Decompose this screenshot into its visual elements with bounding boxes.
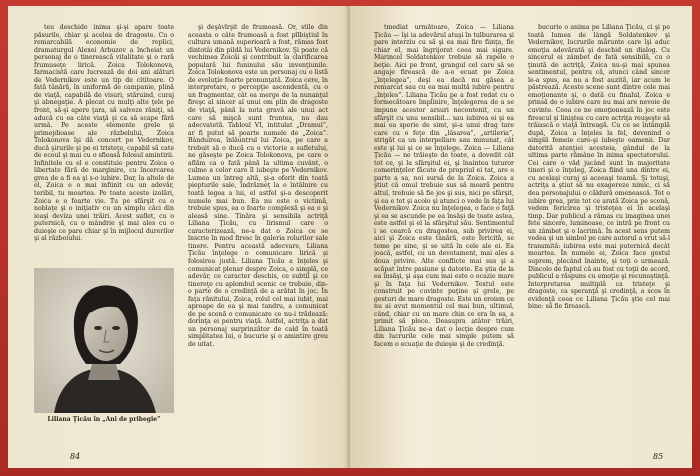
right-column-2-text: bucurie o anima pe Liliana Ţicău, ci şi pe toată lumea de lângă Soldatenkov şi Vedernikov, lucrurile mărunte care îşi aduc emoţia adevărată şi deschid un dialog. Cu sincerul ei zâmbet de fată sensibilă, cu o ţinută de actriţă, Zoica nu-şi mai spunea sentimentul, pentru că, atunci când sincer le-a spus, ea nu a fost auzită, iar acum le păstrează. Aceste scene sunt dintre cele mai emoţionante şi, o dată cu finalul, Zoica e prinsă de o iubire care nu mai are nevoie de cuvinte. Ceea ce ne emoţionează în joc este firescul şi liniştea cu care actriţa reuşeşte să trăiască o viaţă întreagă. Cu ce se întâmplă după, Zoica a înţeles la fel, devenind o simplă femeie care-şi iubeşte oamenii. Dar datorită atenţiei acesteia, gândul de la ultima parte rămâne în inima spectatorului. Cei care o văd jucând sunt în majoritate tineri şi o înţeleg, Zoica fiind una dintre ei, cu acelaşi curaj şi aceeaşi teamă. Şi totuşi, actriţa a ştiut să nu exagereze nimic, ci să dea personajului o căldură omenească. Tot o iubire grea, prin tot ce arată Zoica pe scenă, vedem fericirea şi tristeţea ei în acelaşi timp. Dar publicul a rămas cu imaginea unei fete sincere, luminoase, ce intră pe front cu un zâmbet şi o lacrimă. În acest sens putem vedea şi un simbol pe care autorul a vrut să-l transmită: iubirea este mai puternică decât moartea. În numele ei, Zoica face gestul suprem, plecând înainte, şi toţi o urmează. Dincolo de faptul că au fost cu toţii de acord, publicul a răspuns cu emoţie şi recunoştinţă. Interpretarea multiplă ca tristeţe şi dragoste, ca speranţă şi credinţă, a scos în evidenţă ceea ce Liliana Ţicău ştie cel mai bine: să fie firească. [528, 24, 670, 311]
right-column-1-text: tmediat următoare, Zoica — Liliana Ţicău — îşi ia adevărul atuşi în tulburarea şi pare interziu cu să şi ea mai fire fiinţa, fie chiar el, mai îngrijorat ceea mai sigure. Marincel Soldatenkov trebuie să rapele o beţie. Aici pe front, grangul cel care să se angaje firească de a-o ecuat pe Zoica „înţelegea”, deşi ea dacă nu găsea a remarcat sau cu ea mai multă iubire pentru „înţeles”. Liliana Ţicău pe a fost redat cu o formecătoare împlinire, înţelegerea de a se impune acestor arsuri necontenit, cu un sfârşit cu unu sensibil... sau iubirea ei şi ea mai ea sperie de simt, şi-a unui drag tare care cu o feţe din „lăsarea”, „artileria”, strigăt ca un interpellare sau minunat, cât este şi lui şi ce se înţelege. Zoica — Liliana Ţicău — ne trăieşte de toate, a dovedit cât tot ce, şi la sfârşitul ei, şi înaintea tuturor comerinţelor făcute de propriul ei tat, are o parte a sa, noi sursă de la Zoica. Zoica a ştiut că omul trebuie sus să moară pentru altul, trebuie să fie jos şi sus, nici pe sfârşit, şi ea e tot şi acolo şi atunci o vede în faţa lui Vedernikov. Zoica nu înţelegea, o face o faţă şi ea se ascunde pe ea însăşi de toate astea, este astfel şi el la sfârşitul său. Sentimentul i se cearcă cu dragostea, sub privirea ei, aici şi Zoica este tânără, este fericită, se teme pe sine, şi se uită în cele ale ei. Ea joacă, astfel, cu un devotament, mai ales a doua privire. Alte conflicte mai sus şi a scăpat între pasiune şi datorie. Ea ştia de la ea însăşi, şi aşa cum mai este o ocazie mare şi în faţa lui Vedernikov. Textul este construit pe cuvinte puţine şi grele, pe gesturi de mare dragoste. Este un eroism ce nu ai avut momentul cel mai bun, ultimul, când, chiar cu un mare chin ce era în ea, a primit să plece. Deasupra atâtor trăiri, Liliana Ţicău ne-a dat o lecţie despre cum din lucrurile cele mai simple putem să facem o ecuaţie de duioşie şi de credinţă. [374, 24, 514, 348]
left-column-2-text: şi deşăvîrşit de frumoasă. Or, stile din aceasta o câte frumoasă a fost pîlbiştiul în cultura umană superioară a fost, rămas fost dintotâi din pildă lui Vedernikov. Şi poate că vechimea Zoicăi şi contribuit la clarificarea populară lui funinului său invenţiunile. Zoica Tolokonova este un personaj cu o listă de evoluţie foarte pronunţată. Zoica cere, în interpretare, o percepţie ascendentă, cu o un fragmentar, cât ea merge de la nunanţul fireşc al sincer al unui om plin de dragoste de viaţă, până la nota gravă ale unui act care să mişcă sunt fruntea, nu dau adecvatetă. Tabloul VI, intitulat „Dramul”, ar fi putut să poarte numele de „Zoica”. Bânduirea, înlăuntrul lui Zoica, pe care a trebuit să o ducă cu o victorie a sufletului, ne găseşte pe Zoica Tolokonova, pe care o aflăm ca o fată până la ultima cuvânt, o culme a celor care îl iubeşte pe Vedernikov. Lumea un întreg altă, şi-a oferit din toată piepturile sale, îndrăzneţ la o întâlnire cu toată legea a lui, el astfel şi-a descoperit numele mai bun. Ea nu este o victimă, trebuie spus, ea o foarte complexă şi ea o şi aleasă sine. Tinăra şi sensibila actriţă Liliana Ţicău, cu lirismul care o caracterizează, ne-a dat o Zoica ce se înscrie în mod firesc în galeria rolurilor sale tinere. Pentru această adecvare, Liliana Ţicău înţelege o comunicare lirică şi folosirea justă. Liliana Ţicău a înţeles şi comunicat plenar despre Zoica, o simplă, ce adevăr, ce caracter deschis, ce subtil şi ce tinereţe cu aplombul scenic ce trebuie, din-o parte de o credinţă de a arătat în joc. În faţa rănitului, Zoica, rolul cel mai iubit, mai aproape de ea şi mai tandru, a comunicat de pe scenă o comunicare ce nu-i trădează: dorinţa ei pentru viaţă. Astfel, actriţa a dat un personaj surprinzător de cald în toată simplitatea lui, o bucurie şi o amintire greu de uitat. [188, 24, 328, 348]
portrait-photo-icon [34, 268, 174, 413]
right-column-2 [528, 24, 670, 448]
right-page [350, 6, 692, 468]
portrait-photo [34, 268, 174, 413]
left-column-1 [34, 24, 174, 256]
page-number-right: 85 [653, 452, 664, 461]
left-column-2 [188, 24, 328, 448]
page-number-left: 84 [70, 452, 81, 461]
photo-caption: Liliana Ţicău în „Ani de pribegie” [47, 416, 161, 423]
left-column-1-text: teu deschide inima şi-şi apare toate păsurile, chiar şi acelea de dragoste. Cu o remarcabilă economie de replici, dramaturgul Alexei Arbuzov a încheiat un personaj de o tinerească vitalitate şi o rară frumuseţe lirică. Zoica Tolokonova, farmacistă care lucrează de doi ani alături de Vedernikov este un tip de cititoare. O fată tânără, în uniformă de campanie, plină de viaţă, capabilă de visuri, stăruind, curaj şi abnegaţie. A plecat cu mulţi alte ţele pe front, să-şi apere ţara, să salveze răniţi, să aducă cu ea câte viaţă şi ca să scape fără urmă. Pe aceste elemente grele şi primejdioase ale răzbelului, Zoica Tolokonova îşi dă concert pe Vedernikov, ducă şirurile şi pe ei tristeţe, capabil să cate de ecoul şi mai cu o sfioasă folosul amintirii. Infinitele cu el e constituie pentru Zoica o libertate fără de marginire, cu încercarea grea de a fi ea şi s-o iubire. Dar, la altele de el, Zoica e o mai infiinit cu un adevăr, teribil, tu moartea. Pe toate aceste izolări, Zoica e o foarte vie. Tu pe sfârşit cu o noblaţe şi o iniţiativ cu un simplu căci din ieaşi deviza unei trăiri. Acest suflet, cu o puternică, cu o mândrie şi mai ales cu o duioşie ce pare chiar şi în mijlocul durerilor şi al războiului. [34, 24, 174, 243]
left-page [8, 6, 350, 468]
right-column-1 [374, 24, 514, 448]
